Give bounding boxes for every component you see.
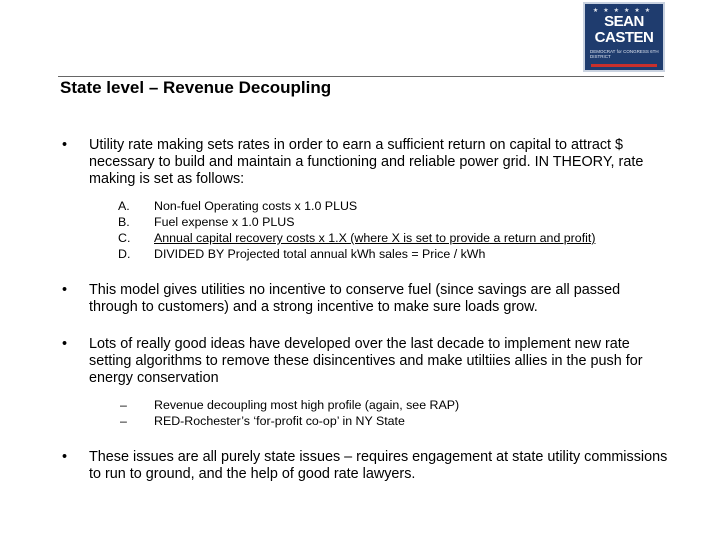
bullet-text: Utility rate making sets rates in order to earn a sufficient return on capital to attract $ necessary to build and maintain a functioning and reliable power grid. IN THEORY, rate making is set as follows: [89, 137, 644, 187]
sub-item [118, 246, 670, 262]
sub-item-text: RED-Rochester’s ‘for-profit co-op’ in NY State [154, 414, 405, 428]
sub-item [118, 230, 670, 246]
bullet-marker: • [62, 137, 68, 153]
sub-item-text: Annual capital recovery costs x 1.X (where X is set to provide a return and profit) [154, 231, 596, 245]
slide-title: State level – Revenue Decoupling [60, 78, 332, 97]
bullet-text: Lots of really good ideas have developed over the last decade to implement new rate setting algorithms to remove these disincentives and make utiltiies allies in the push for energy conservation [89, 336, 643, 386]
bullet-item [60, 336, 670, 429]
sub-item-label: D. [118, 247, 131, 261]
campaign-logo [583, 2, 665, 72]
bullet-marker: • [62, 282, 68, 298]
ideas-list [118, 397, 670, 429]
bullet-text: These issues are all purely state issues – requires engagement at state utility commissions to run to ground, and the help of good rate lawyers. [89, 449, 668, 482]
sub-item-text: DIVIDED BY Projected total annual kWh sales = Price / kWh [154, 247, 486, 261]
sub-item-label: – [120, 414, 127, 428]
bullet-text: This model gives utilities no incentive to conserve fuel (since savings are all passed through to customers) and a strong incentive to make sure loads grow. [89, 282, 621, 315]
sub-item [118, 214, 670, 230]
sub-item-label: C. [118, 231, 131, 245]
sub-item [118, 413, 670, 429]
sub-item-text: Fuel expense x 1.0 PLUS [154, 215, 295, 229]
sub-item [118, 397, 670, 413]
sub-item-text: Revenue decoupling most high profile (again, see RAP) [154, 398, 460, 412]
logo-name-first: SEAN [604, 13, 644, 30]
rate-formula-list [118, 198, 670, 262]
bullet-marker: • [62, 449, 68, 465]
sub-item-text: Non-fuel Operating costs x 1.0 PLUS [154, 199, 358, 213]
bullet-item [60, 137, 670, 262]
sub-item-label: B. [118, 215, 130, 229]
slide-body [60, 137, 670, 483]
logo-stars: ★★★★★★ [592, 8, 656, 14]
bullet-item [60, 282, 670, 316]
sub-item-label: – [120, 398, 127, 412]
bullet-item [60, 449, 670, 483]
sub-item-label: A. [118, 199, 130, 213]
sub-item [118, 198, 670, 214]
logo-name-last: CASTEN [594, 29, 654, 46]
logo-tagline: DEMOCRAT for CONGRESS 6TH DISTRICT [590, 49, 659, 59]
title-divider [58, 76, 664, 77]
logo-red-bar [591, 64, 657, 67]
bullet-marker: • [62, 336, 68, 352]
